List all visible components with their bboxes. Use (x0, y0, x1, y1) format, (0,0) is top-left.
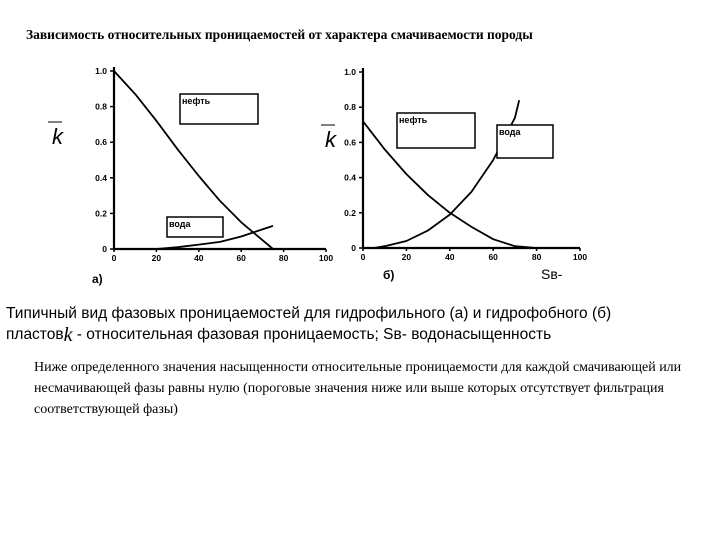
y-tick-label: 0.4 (344, 172, 356, 183)
y-tick-label: 0.6 (344, 137, 356, 148)
x-tick-label: 20 (401, 252, 412, 262)
caption-line-1: Типичный вид фазовых проницаемостей для гидрофильного (а) и гидрофобного (б) (6, 305, 612, 322)
x-tick-label: 20 (151, 253, 162, 263)
x-tick-label: 60 (236, 253, 246, 263)
legend-label-water: вода (499, 127, 521, 137)
y-tick-label: 1.0 (95, 66, 107, 76)
caption-line-2 (6, 324, 718, 345)
caption-line-2-end: - относительная фазовая проницаемость; Sв- водонасыщенность (72, 326, 552, 343)
y-tick-label: 0.8 (344, 102, 356, 113)
slide-title: Зависимость относительных проницаемостей от характера смачиваемости породы (26, 27, 533, 42)
y-tick-label: 0 (102, 244, 107, 254)
k-bar-symbol: k (63, 324, 73, 346)
threshold-note: Ниже определенного значения насыщенности относительные проницаемости для каждой смачивающей или несмачивающей фазы равны нулю (пороговые значения ниже или выше которых отсутствует фильтрация соответствующей фазы) (34, 360, 682, 417)
panel-label: б) (383, 268, 395, 282)
x-tick-label: 80 (278, 253, 289, 263)
x-tick-label: 100 (318, 253, 334, 263)
y-tick-label: 0.8 (95, 101, 107, 112)
y-tick-label: 1.0 (344, 67, 356, 77)
x-tick-label: 0 (111, 253, 117, 263)
x-tick-label: 60 (488, 252, 498, 262)
legend-label-water: вода (169, 219, 191, 229)
x-tick-label: 40 (194, 253, 204, 263)
x-tick-label: 80 (531, 252, 542, 262)
chart-hydrophobic (305, 55, 605, 280)
legend-label-oil: нефть (399, 115, 428, 125)
x-tick-label: 100 (572, 252, 588, 262)
y-tick-label: 0.2 (95, 208, 107, 219)
k-symbol: k (325, 127, 336, 152)
x-tick-label: 40 (445, 252, 455, 262)
y-tick-label: 0.2 (344, 207, 356, 218)
k-symbol: k (52, 124, 63, 149)
x-axis-label: Sв- (541, 266, 563, 282)
legend-label-oil: нефть (182, 96, 211, 106)
figure-caption (6, 303, 718, 345)
y-tick-label: 0 (351, 243, 356, 253)
panel-label: а) (92, 272, 103, 286)
x-tick-label: 0 (360, 252, 366, 262)
y-tick-label: 0.4 (95, 172, 107, 183)
caption-line-2-start: пластов (6, 326, 64, 343)
y-tick-label: 0.6 (95, 137, 107, 148)
